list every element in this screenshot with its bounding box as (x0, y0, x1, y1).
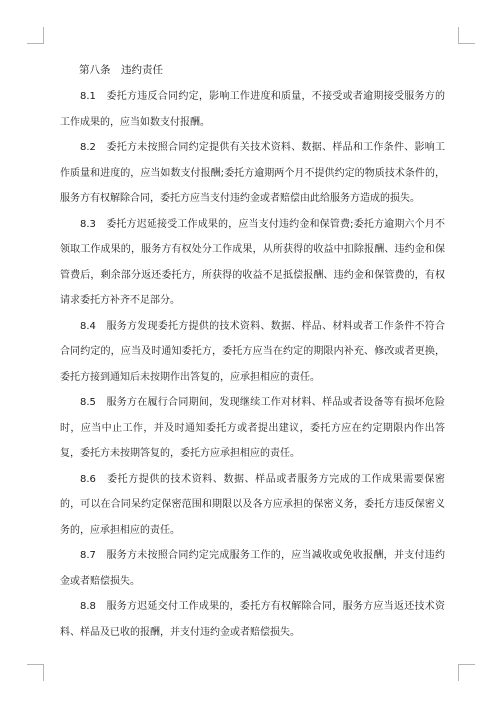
clause-number: 8.1 (80, 91, 96, 102)
crop-mark-top-right (458, 27, 475, 44)
clause-number: 8.4 (80, 320, 96, 332)
clause-8-4 (60, 314, 445, 391)
clause-number: 8.7 (80, 550, 96, 561)
clause-8-3 (60, 212, 445, 314)
clause-text: 服务方未按照合同约定完成服务工作的，应当减收或免收报酬，并支付违约金或者赔偿损失。 (60, 550, 446, 587)
article-heading: 第八条 违约责任 (79, 64, 163, 76)
clause-number: 8.6 (80, 473, 96, 485)
clause-text: 委托方违反合同约定，影响工作进度和质量，不接受或者逾期接受服务方的工作成果的，应当如数支付报酬。 (60, 91, 446, 128)
clause-8-7 (60, 543, 445, 594)
clause-8-2 (60, 135, 445, 212)
clause-text: 服务方迟延交付工作成果的，委托方有权解除合同，服务方应当返还技术资料、样品及已收的报酬，并支付违约金或者赔偿损失。 (60, 601, 446, 638)
clause-text: 委托方未按照合同约定提供有关技术资料、数据、样品和工作条件、影响工作质量和进度的，应当如数支付报酬;委托方逾期两个月不提供约定的物质技术条件的，服务方有权解除合同，委托方应当支付违约金或者赔偿由此给服务方造成的损失。 (60, 142, 446, 204)
clause-text: 服务方在履行合同期间，发现继续工作对材料、样品或者设备等有损坏危险时，应当中止工作，并及时通知委托方或者提出建议，委托方应在约定期限内作出答复，委托方未按期答复的，委托方应承担相应的责任。 (60, 397, 446, 459)
clause-8-5 (60, 390, 445, 467)
clause-text: 委托方迟延接受工作成果的，应当支付违约金和保管费;委托方逾期六个月不领取工作成果的，服务方有权处分工作成果，从所获得的收益中扣除报酬、违约金和保管费后，剩余部分返还委托方，所获得的收益不足抵偿报酬、违约金和保管费的，有权请求委托方补齐不足部分。 (60, 218, 445, 306)
clause-number: 8.8 (80, 601, 96, 612)
clause-8-8 (60, 594, 445, 645)
clause-8-1 (60, 84, 445, 135)
clause-text: 委托方提供的技术资料、数据、样品或者服务方完成的工作成果需要保密的，可以在合同呆约定保密范围和期限以及各方应承担的保密义务，委托方违反保密义务的，应承担相应的责任。 (60, 473, 446, 536)
clause-text: 服务方发现委托方提供的技术资料、数据、样品、材料或者工作条件不符合合同约定的，应当及时通知委托方，委托方应当在约定的期限内补充、修改或者更换，委托方接到通知后未按期作出答复的，应承担相应的责任。 (60, 320, 446, 383)
crop-mark-top-left (27, 27, 44, 44)
crop-mark-bottom-left (27, 664, 44, 681)
crop-mark-bottom-right (458, 664, 475, 681)
clause-8-6 (60, 467, 445, 544)
clause-number: 8.2 (80, 142, 96, 153)
clause-number: 8.5 (80, 397, 96, 408)
document-body (60, 62, 445, 645)
clause-number: 8.3 (80, 218, 96, 230)
